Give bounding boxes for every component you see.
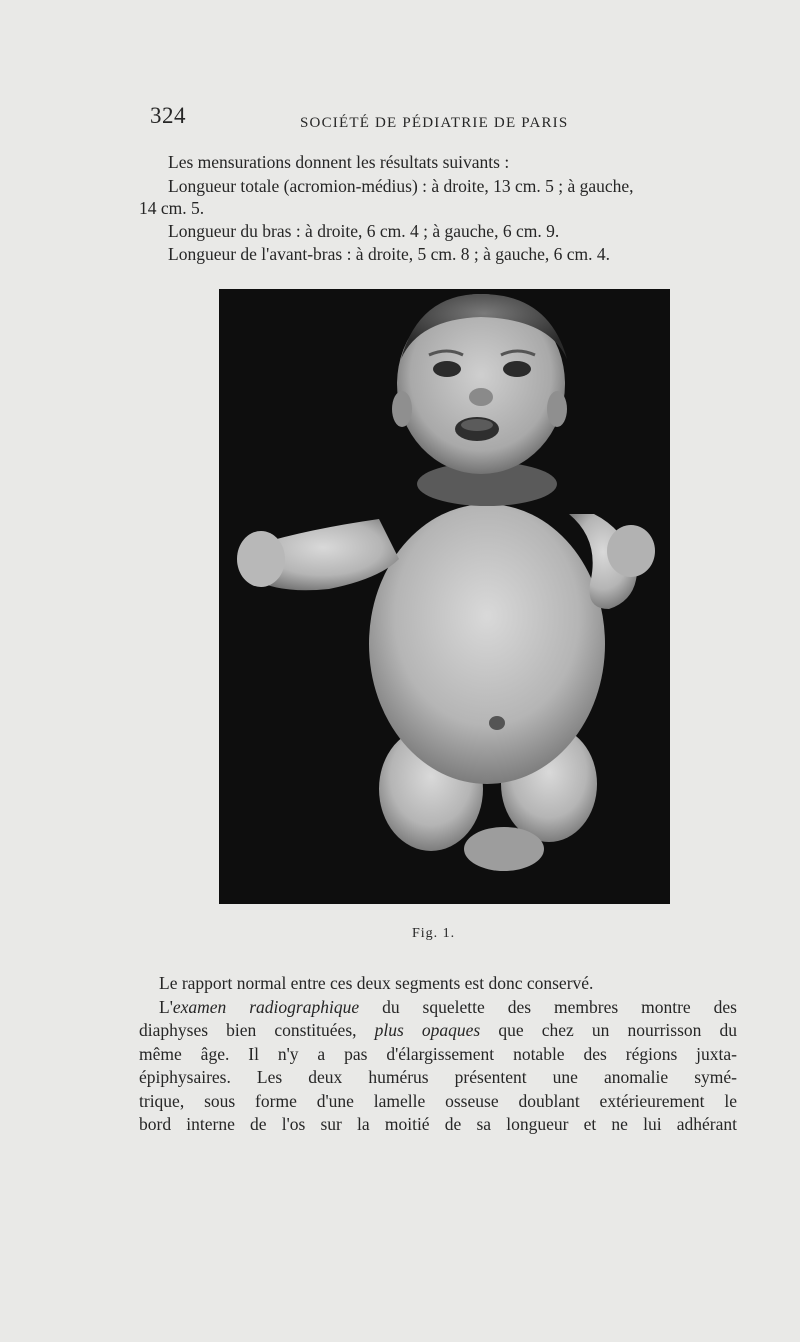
body-text-span: diaphyses bien constituées, (139, 1020, 375, 1040)
body-text-span: du squelette des membres montre des (359, 996, 737, 1017)
body-text-span: L' (159, 996, 173, 1017)
measurements-intro: Les mensurations donnent les résultats suivants : (168, 152, 510, 172)
body-line (139, 1019, 737, 1043)
body-line: bord interne de l'os sur la moitié de sa longueur et ne lui adhérant (139, 1114, 737, 1134)
body-italic-span: plus opaques (374, 1020, 481, 1040)
body-line: Le rapport normal entre ces deux segments est donc conservé. (159, 973, 594, 993)
body-line: même âge. Il n'y a pas d'élargissement notable des régions juxta- (139, 1043, 737, 1064)
total-length-line: Longueur totale (acromion-médius) : à droite, 13 cm. 5 ; à gauche, (168, 176, 634, 196)
body-paragraph (139, 972, 737, 1137)
running-head: SOCIÉTÉ DE PÉDIATRIE DE PARIS (300, 115, 569, 131)
body-text-span: que chez un nourrisson du (480, 1020, 738, 1040)
forearm-length-line: Longueur de l'avant-bras : à droite, 5 cm. 8 ; à gauche, 6 cm. 4. (168, 244, 610, 264)
infant-photograph (219, 289, 670, 904)
figure-caption: Fig. 1. (412, 926, 456, 941)
total-length-continuation: 14 cm. 5. (139, 198, 205, 218)
arm-length-line: Longueur du bras : à droite, 6 cm. 4 ; à gauche, 6 cm. 9. (168, 221, 560, 241)
body-line: trique, sous forme d'une lamelle osseuse doublant extérieurement le (139, 1090, 737, 1111)
body-line: épiphysaires. Les deux humérus présentent une anomalie symé- (139, 1067, 737, 1087)
body-line (139, 996, 737, 1020)
body-italic-span: examen radiographique (172, 996, 360, 1017)
page-number: 324 (150, 103, 186, 128)
page-header (150, 103, 610, 133)
